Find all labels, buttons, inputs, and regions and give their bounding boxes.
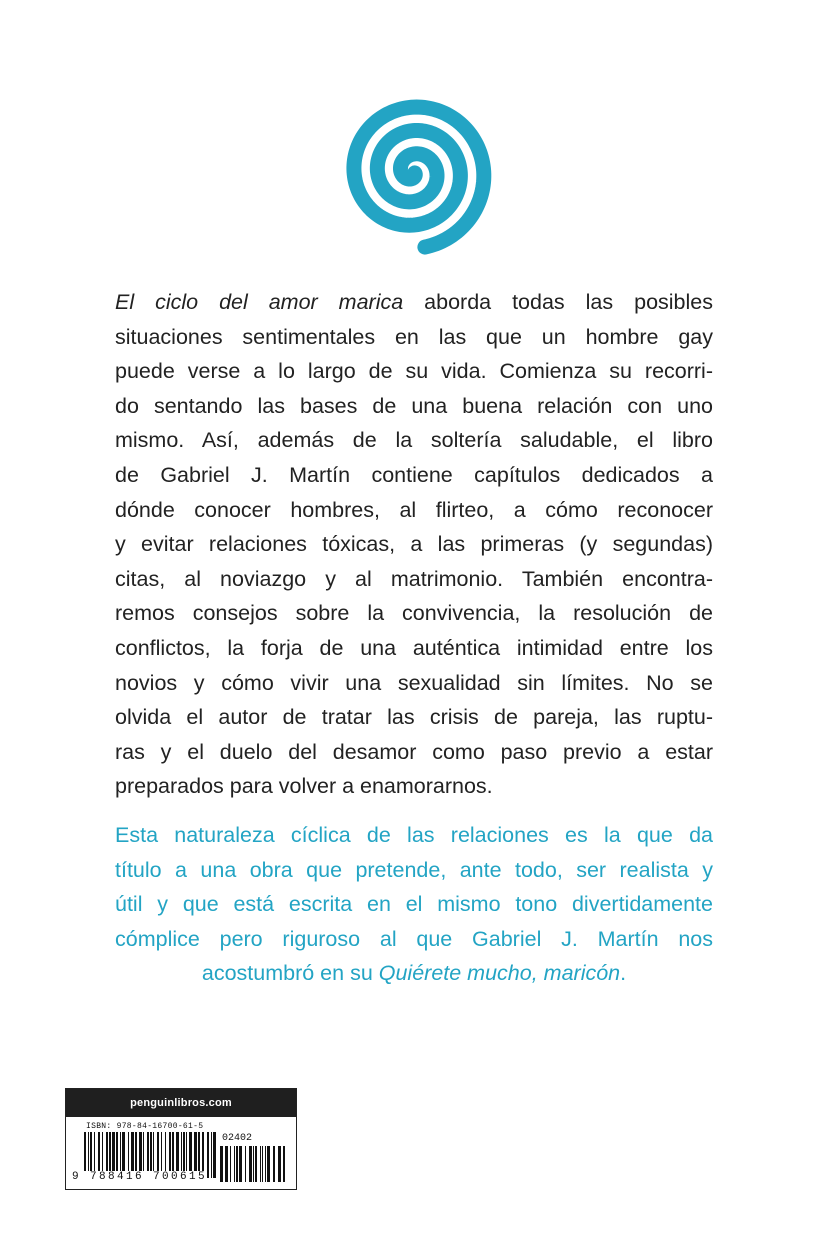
synopsis-line: preparados para volver a enamorarnos. bbox=[115, 774, 493, 799]
barcode-bar bbox=[207, 1132, 209, 1178]
synopsis-line: conflictos, la forja de una auténtica intimidad entre los bbox=[115, 635, 713, 660]
book-title-italic: El ciclo del amor marica bbox=[115, 290, 404, 314]
synopsis-line: El ciclo del amor marica aborda todas las posibles bbox=[115, 290, 713, 314]
barcode-bar bbox=[265, 1146, 266, 1182]
barcode-bar bbox=[249, 1146, 252, 1182]
isbn-label: ISBN: 978-84-16700-61-5 bbox=[86, 1122, 204, 1131]
synopsis-line: y evitar relaciones tóxicas, a las primeras (y segundas) bbox=[115, 532, 713, 557]
barcode-bar bbox=[234, 1146, 235, 1182]
publisher-website: penguinlibros.com bbox=[66, 1089, 296, 1117]
barcode-bar bbox=[225, 1146, 228, 1182]
barcode-bar bbox=[283, 1146, 285, 1182]
synopsis-line: dónde conocer hombres, al flirteo, a cómo reconocer bbox=[115, 497, 713, 522]
synopsis-line: remos consejos sobre la convivencia, la resolución de bbox=[115, 601, 713, 626]
closing-line: título a una obra que pretende, ante todo, ser realista y bbox=[115, 857, 713, 882]
synopsis-line: do sentando las bases de una buena relación con uno bbox=[115, 393, 713, 418]
barcode-bar bbox=[262, 1146, 263, 1182]
closing-line: acostumbró en su Quiérete mucho, maricón. bbox=[201, 961, 627, 986]
barcode-bar bbox=[213, 1132, 216, 1178]
spiral-logo bbox=[329, 88, 497, 256]
addon-barcode-bars bbox=[220, 1146, 286, 1182]
synopsis-line: de Gabriel J. Martín contiene capítulos dedicados a bbox=[115, 462, 713, 487]
barcode-bar bbox=[245, 1146, 246, 1182]
barcode-bar bbox=[260, 1146, 261, 1182]
barcode-bar bbox=[278, 1146, 281, 1182]
barcode-bar bbox=[267, 1146, 270, 1182]
previous-book-title-italic: Quiérete mucho, maricón bbox=[378, 961, 621, 986]
synopsis-line: ras y el duelo del desamor como paso previo a estar bbox=[115, 739, 713, 764]
barcode-bar bbox=[253, 1146, 254, 1182]
closing-line: Esta naturaleza cíclica de las relaciones es la que da bbox=[115, 823, 713, 847]
synopsis-line: mismo. Así, además de la soltería saludable, el libro bbox=[115, 428, 713, 453]
synopsis-line: puede verse a lo largo de su vida. Comienza su recorri- bbox=[115, 359, 713, 384]
isbn-barcode-box bbox=[65, 1088, 297, 1190]
synopsis-line: situaciones sentimentales en las que un hombre gay bbox=[115, 324, 713, 349]
barcode-bar bbox=[236, 1146, 238, 1182]
closing-line: cómplice pero riguroso al que Gabriel J. Martín nos bbox=[115, 926, 713, 951]
barcode-bar bbox=[230, 1146, 231, 1182]
barcode-bar bbox=[220, 1146, 223, 1182]
barcode-bar bbox=[211, 1132, 212, 1178]
barcode-bar bbox=[255, 1146, 257, 1182]
back-cover-synopsis bbox=[115, 285, 713, 804]
barcode-bar bbox=[273, 1146, 275, 1182]
addon-code: 02402 bbox=[222, 1133, 253, 1144]
closing-paragraph bbox=[115, 818, 713, 991]
barcode-bar bbox=[239, 1146, 242, 1182]
synopsis-line: citas, al noviazgo y al matrimonio. También encontra- bbox=[115, 566, 713, 591]
synopsis-line: novios y cómo vivir una sexualidad sin límites. No se bbox=[115, 670, 713, 695]
ean-digits: 9 788416 700615 bbox=[72, 1171, 208, 1183]
closing-line: útil y que está escrita en el mismo tono divertidamente bbox=[115, 892, 713, 917]
spiral-logo-icon bbox=[329, 88, 497, 256]
synopsis-line: olvida el autor de tratar las crisis de pareja, las ruptu- bbox=[115, 705, 713, 730]
